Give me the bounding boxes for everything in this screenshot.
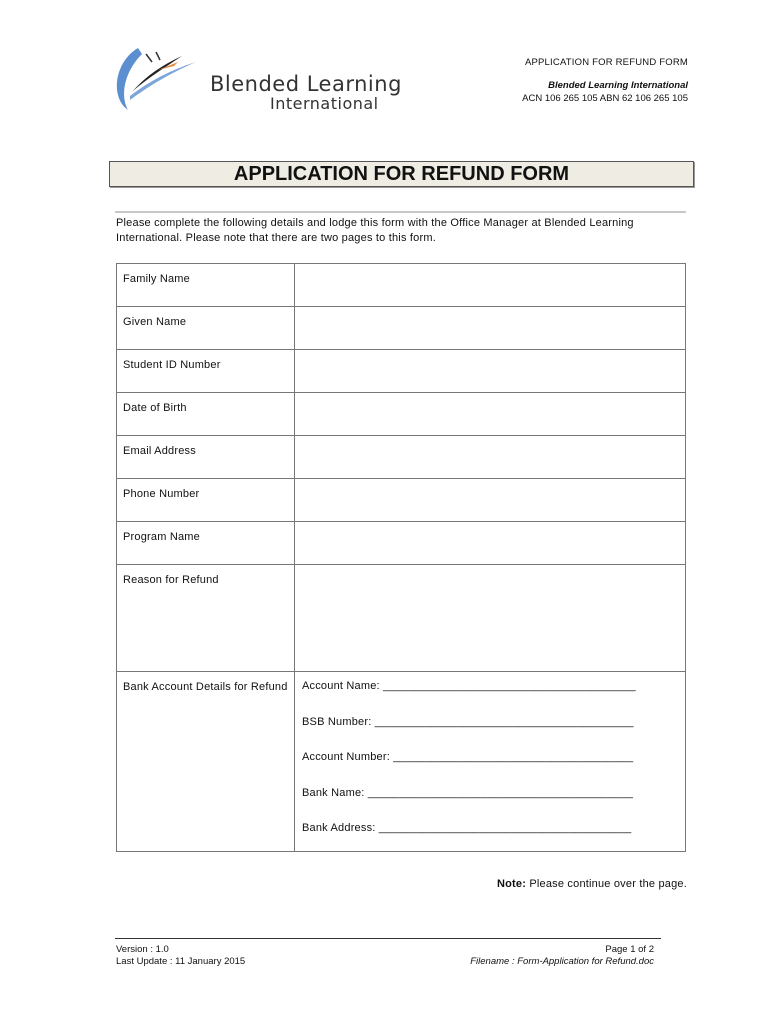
intro-text: Please complete the following details and lodge this form with the Office Manager at Blended Learning International. Please note that there are two pages to this form. (116, 217, 634, 244)
footer-divider (115, 938, 661, 939)
filename-label: Filename : Form-Application for Refund.doc (470, 956, 654, 967)
table-row (117, 307, 686, 350)
logo-text-line1: Blended Learning (210, 72, 402, 96)
header-org-name: Blended Learning International (548, 80, 688, 91)
bank-address-field[interactable]: Bank Address: ________________________________________ (302, 822, 632, 834)
date-of-birth-field[interactable] (295, 393, 686, 436)
table-row (117, 479, 686, 522)
reason-for-refund-field[interactable] (295, 565, 686, 672)
family-name-field[interactable] (295, 264, 686, 307)
program-name-field[interactable] (295, 522, 686, 565)
note (497, 878, 687, 890)
table-row (117, 672, 686, 852)
field-label: Date of Birth (117, 393, 295, 436)
table-row (117, 522, 686, 565)
given-name-field[interactable] (295, 307, 686, 350)
account-number-field[interactable]: Account Number: ______________________________________ (302, 751, 634, 763)
table-row (117, 436, 686, 479)
page-number: Page 1 of 2 (605, 944, 654, 955)
email-address-field[interactable] (295, 436, 686, 479)
field-label: Family Name (117, 264, 295, 307)
footer-left (116, 944, 245, 968)
table-row (117, 565, 686, 672)
field-label: Reason for Refund (117, 565, 295, 672)
note-label: Note: (496, 878, 527, 890)
table-row (117, 264, 686, 307)
header-acn-abn: ACN 106 265 105 ABN 62 106 265 105 (522, 93, 688, 104)
field-label: Given Name (117, 307, 295, 350)
table-row (117, 350, 686, 393)
divider (115, 211, 686, 213)
field-label: Phone Number (117, 479, 295, 522)
note-text: Please continue over the page. (526, 878, 687, 890)
logo-swoosh-icon (108, 40, 208, 120)
student-id-field[interactable] (295, 350, 686, 393)
table-row (117, 393, 686, 436)
account-name-field[interactable]: Account Name: ________________________________________ (302, 680, 636, 692)
last-update-label: Last Update : 11 January 2015 (116, 956, 246, 967)
page-title: APPLICATION FOR REFUND FORM (109, 161, 694, 187)
phone-number-field[interactable] (295, 479, 686, 522)
bsb-number-field[interactable]: BSB Number: _________________________________________ (302, 715, 634, 728)
field-label: Program Name (117, 522, 295, 565)
version-label: Version : 1.0 (116, 944, 169, 955)
company-logo (108, 40, 438, 120)
bank-details-cell (295, 672, 686, 852)
refund-form-table (116, 263, 686, 852)
header-doc-label: APPLICATION FOR REFUND FORM (524, 57, 688, 68)
field-label: Bank Account Details for Refund (117, 672, 295, 852)
header-info (522, 56, 688, 105)
field-label: Email Address (117, 436, 295, 479)
field-label: Student ID Number (117, 350, 295, 393)
footer-right (470, 944, 654, 968)
bank-name-field[interactable]: Bank Name: __________________________________________ (302, 786, 634, 799)
logo-text-line2: International (270, 94, 379, 113)
